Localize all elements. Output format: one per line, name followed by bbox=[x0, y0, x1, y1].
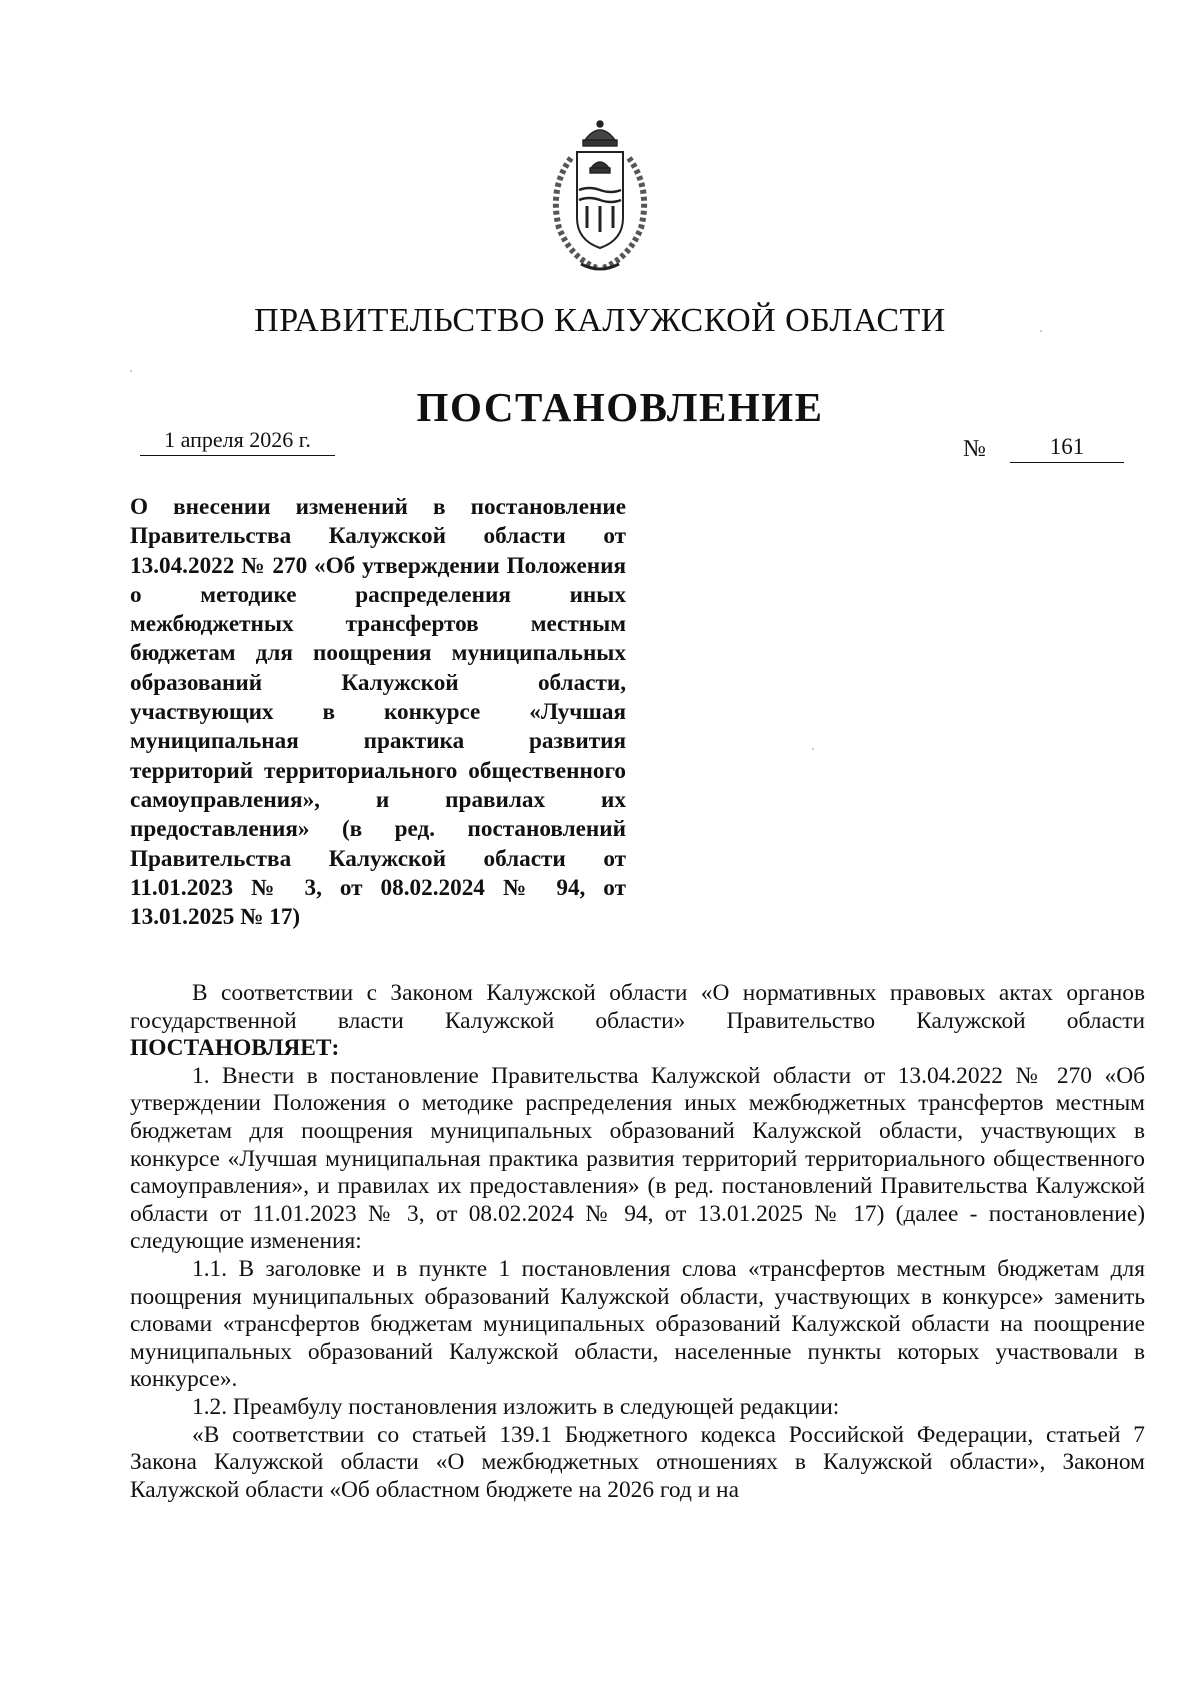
preamble-paragraph bbox=[130, 980, 1145, 1063]
document-type: ПОСТАНОВЛЕНИЕ bbox=[416, 384, 824, 430]
preamble-text: В соответствии с Законом Калужской области «О нормативных правовых актах органов государственной власти Калужской области» Правительство Калужской области bbox=[130, 980, 1145, 1034]
document-date: 1 апреля 2026 г. bbox=[140, 427, 335, 456]
scan-speck bbox=[130, 370, 132, 372]
number-label: № bbox=[963, 436, 986, 462]
document-body bbox=[130, 980, 1145, 1504]
coat-of-arms-icon bbox=[541, 118, 659, 274]
decree-word: ПОСТАНОВЛЯЕТ: bbox=[130, 1035, 340, 1062]
item-1-2: 1.2. Преамбулу постановления изложить в следующей редакции: bbox=[192, 1393, 840, 1420]
organization-title: ПРАВИТЕЛЬСТВО КАЛУЖСКОЙ ОБЛАСТИ bbox=[254, 302, 946, 339]
item-1: 1. Внести в постановление Правительства Калужской области от 13.04.2022 № 270 «Об утверждении Положения о методике распределения иных межбюджетных трансфертов местным бюджетам для поощрения муниципальных образований Калужской области, участвующих в конкурсе «Лучшая муниципальная практика развития территорий территориального общественного самоуправления», и правилах их предоставления» (в ред. постановлений Правительства Калужской области от 11.01.2023 № 3, от 08.02.2024 № 94, от 13.01.2025 № 17) (далее - постановление) следующие изменения: bbox=[130, 1062, 1145, 1255]
item-1-1: 1.1. В заголовке и в пункте 1 постановления слова «трансфертов местным бюджетам для поощрения муниципальных образований Калужской области, участвующих в конкурсе» заменить словами «трансфертов бюджетам муниципальных образований Калужской области на поощрение муниципальных образований Калужской области, населенные пункты которых участвовали в конкурсе». bbox=[130, 1255, 1145, 1393]
document-number: 161 bbox=[1010, 434, 1124, 463]
scan-speck bbox=[1040, 330, 1042, 332]
document-subject: О внесении изменений в постановление Правительства Калужской области от 13.04.2022 № 270 «Об утверждении Положения о методике распределения иных межбюджетных трансфертов местным бюджетам для поощрения муниципальных образований Калужской области, участвующих в конкурсе «Лучшая муниципальная практика развития территорий территориального общественного самоуправления», и правилах их предоставления» (в ред. постановлений Правительства Калужской области от 11.01.2023 № 3, от 08.02.2024 № 94, от 13.01.2025 № 17) bbox=[130, 494, 626, 931]
scan-speck bbox=[812, 748, 814, 750]
quoted-preamble: «В соответствии со статьей 139.1 Бюджетного кодекса Российской Федерации, статьей 7 Закона Калужской области «О межбюджетных отношениях в Калужской области», Законом Калужской области «Об областном бюджете на 2026 год и на bbox=[130, 1421, 1145, 1503]
